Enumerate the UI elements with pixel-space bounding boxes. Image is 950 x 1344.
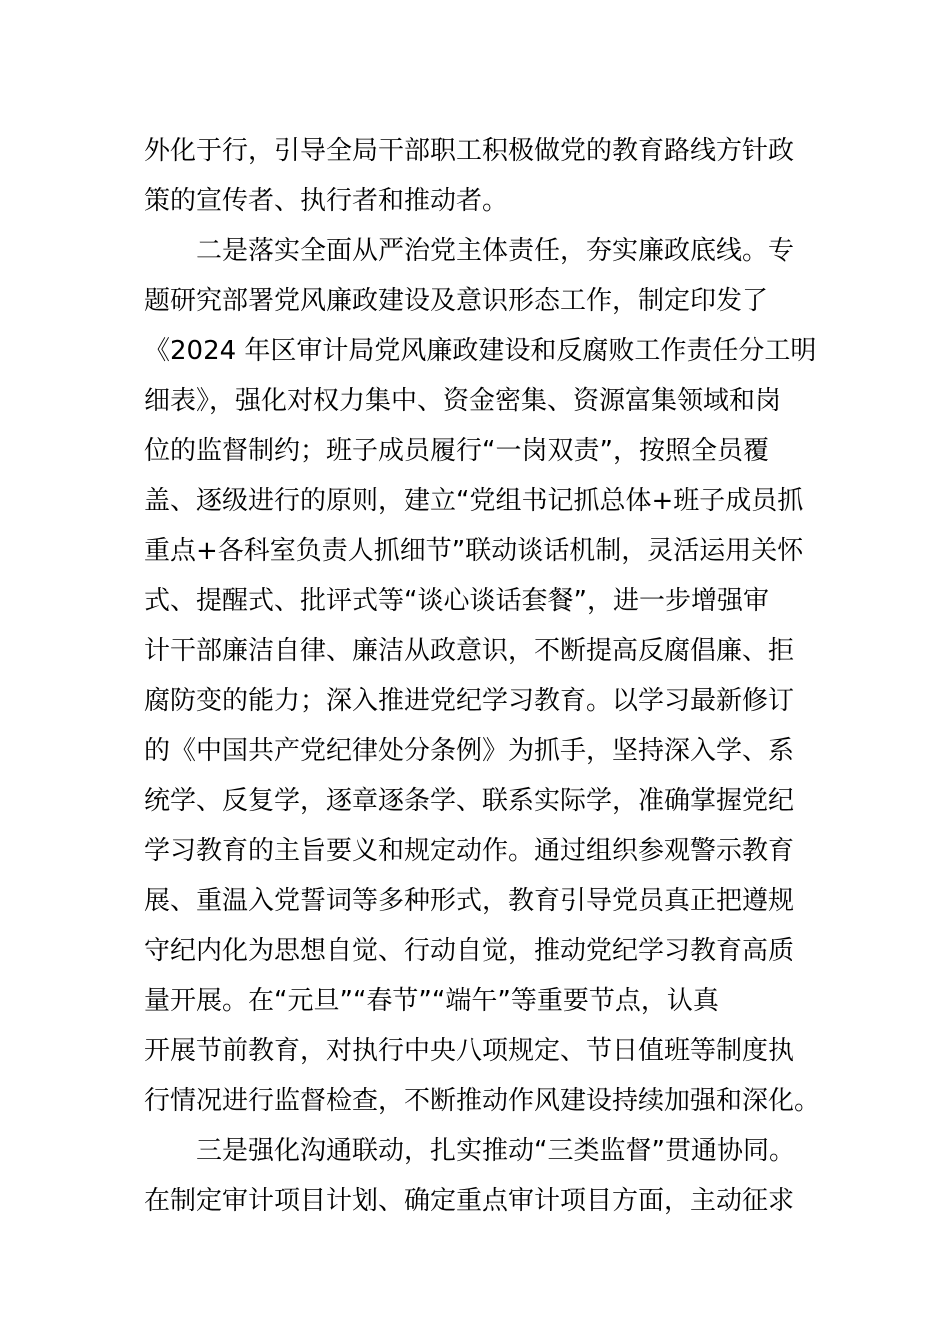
paragraph-start-line: 三是强化沟通联动，扎实推动“三类监督”贯通协同。 xyxy=(196,1136,795,1166)
body-text xyxy=(144,126,844,1226)
text-line: 细表》，强化对权力集中、资金密集、资源富集领域和岗 xyxy=(144,386,782,416)
text-line: 位的监督制约；班子成员履行“一岗双责”，按照全员覆 xyxy=(144,436,769,466)
text-line: 外化于行，引导全局干部职工积极做党的教育路线方针政 xyxy=(144,136,795,166)
text-line: 重点+各科室负责人抓细节”联动谈话机制，灵活运用关怀 xyxy=(144,536,804,566)
text-line: 计干部廉洁自律、廉洁从政意识，不断提高反腐倡廉、拒 xyxy=(144,636,795,666)
text-line: 的《中国共产党纪律处分条例》为抓手，坚持深入学、系 xyxy=(144,736,795,766)
text-line: 开展节前教育，对执行中央八项规定、节日值班等制度执 xyxy=(144,1036,795,1066)
paragraph-start-line: 二是落实全面从严治党主体责任，夯实廉政底线。专 xyxy=(196,236,795,266)
text-line: 学习教育的主旨要义和规定动作。通过组织参观警示教育 xyxy=(144,836,795,866)
text-line: 在制定审计项目计划、确定重点审计项目方面，主动征求 xyxy=(144,1186,795,1216)
text-line: 展、重温入党誓词等多种形式，教育引导党员真正把遵规 xyxy=(144,886,795,916)
text-line: 统学、反复学，逐章逐条学、联系实际学，准确掌握党纪 xyxy=(144,786,795,816)
text-line: 题研究部署党风廉政建设及意识形态工作，制定印发了 xyxy=(144,286,769,316)
text-line: 式、提醒式、批评式等“谈心谈话套餐”，进一步增强审 xyxy=(144,586,769,616)
text-line: 量开展。在“元旦”“春节”“端午”等重要节点，认真 xyxy=(144,986,719,1016)
text-line: 盖、逐级进行的原则，建立“党组书记抓总体+班子成员抓 xyxy=(144,486,804,516)
text-line: 《2024 年区审计局党风廉政建设和反腐败工作责任分工明 xyxy=(144,336,817,366)
text-line: 腐防变的能力；深入推进党纪学习教育。以学习最新修订 xyxy=(144,686,795,716)
text-line: 行情况进行监督检查，不断推动作风建设持续加强和深化。 xyxy=(144,1086,821,1116)
text-line: 守纪内化为思想自觉、行动自觉，推动党纪学习教育高质 xyxy=(144,936,795,966)
text-line: 策的宣传者、执行者和推动者。 xyxy=(144,186,509,216)
